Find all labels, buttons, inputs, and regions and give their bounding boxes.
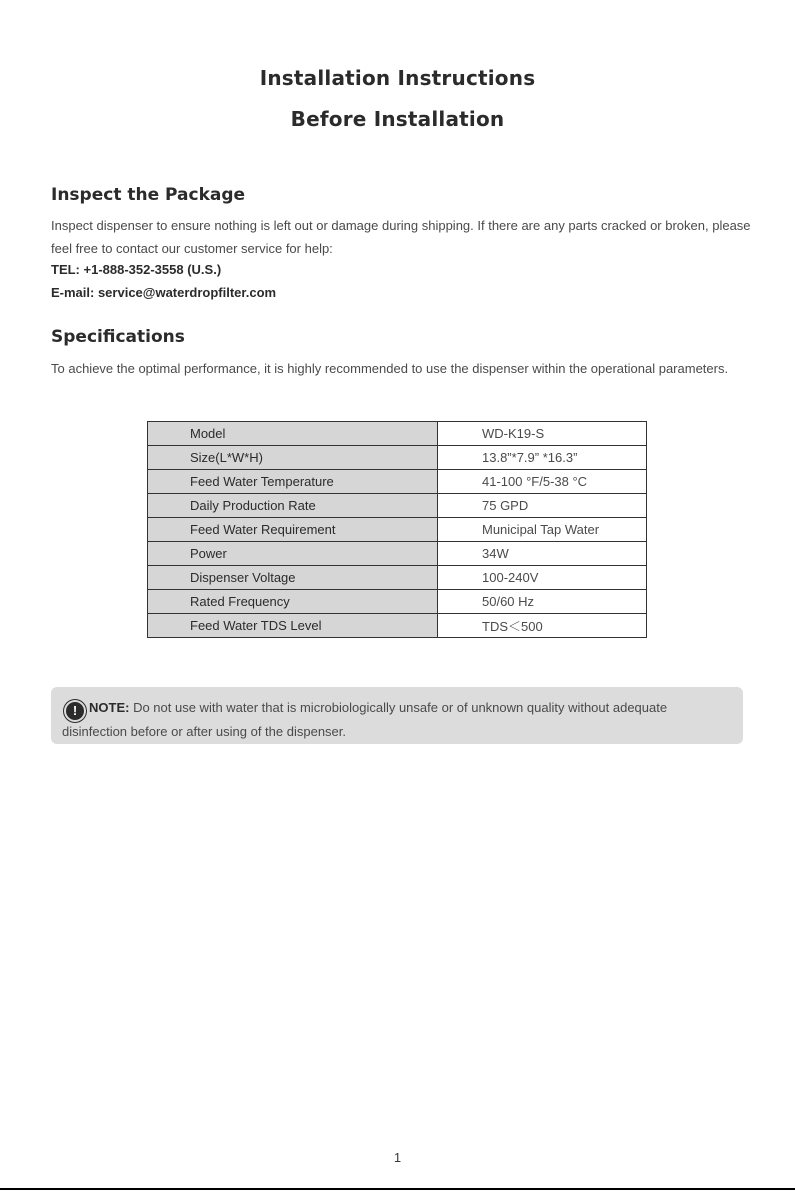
spec-value: 34W — [438, 542, 647, 566]
inspect-heading: Inspect the Package — [51, 185, 246, 205]
spec-value: 13.8”*7.9” *16.3” — [438, 446, 647, 470]
table-row — [148, 566, 647, 590]
spec-label: Daily Production Rate — [148, 494, 438, 518]
spec-label: Feed Water TDS Level — [148, 614, 438, 638]
page-title: Installation Instructions — [259, 66, 536, 90]
table-row — [148, 446, 647, 470]
table-row — [148, 590, 647, 614]
spec-value: WD-K19-S — [438, 422, 647, 446]
inspect-paragraph: Inspect dispenser to ensure nothing is left out or damage during shipping. If there are any parts cracked or broken, please feel free to contact our customer service for help: — [51, 218, 751, 256]
exclamation-circle-icon: ! — [66, 702, 84, 720]
note-text: Do not use with water that is microbiologically unsafe or of unknown quality without adequate disinfection before or after using of the dispenser. — [62, 700, 668, 739]
spec-value: Municipal Tap Water — [438, 518, 647, 542]
page-subtitle: Before Installation — [290, 107, 505, 131]
note-label: NOTE: — [89, 700, 130, 715]
page-bottom-rule — [0, 1188, 795, 1190]
table-row — [148, 614, 647, 638]
spec-value: 75 GPD — [438, 494, 647, 518]
spec-label: Model — [148, 422, 438, 446]
table-row — [148, 470, 647, 494]
table-row — [148, 518, 647, 542]
table-row — [148, 422, 647, 446]
specifications-heading: Specifications — [51, 327, 185, 347]
contact-phone: TEL: +1-888-352-3558 (U.S.) — [51, 262, 222, 277]
spec-value: TDS＜500 — [438, 614, 647, 638]
spec-label: Power — [148, 542, 438, 566]
specifications-table — [147, 421, 647, 638]
table-row — [148, 494, 647, 518]
spec-value: 100-240V — [438, 566, 647, 590]
spec-value: 41-100 °F/5-38 °C — [438, 470, 647, 494]
page-number: 1 — [393, 1150, 402, 1165]
spec-label: Feed Water Temperature — [148, 470, 438, 494]
spec-label: Feed Water Requirement — [148, 518, 438, 542]
contact-email: E-mail: service@waterdropfilter.com — [51, 285, 277, 300]
spec-label: Rated Frequency — [148, 590, 438, 614]
specifications-paragraph: To achieve the optimal performance, it is highly recommended to use the dispenser within the operational parameters. — [51, 361, 729, 376]
table-row — [148, 542, 647, 566]
spec-label: Size(L*W*H) — [148, 446, 438, 470]
spec-label: Dispenser Voltage — [148, 566, 438, 590]
note-box — [51, 687, 743, 744]
spec-value: 50/60 Hz — [438, 590, 647, 614]
